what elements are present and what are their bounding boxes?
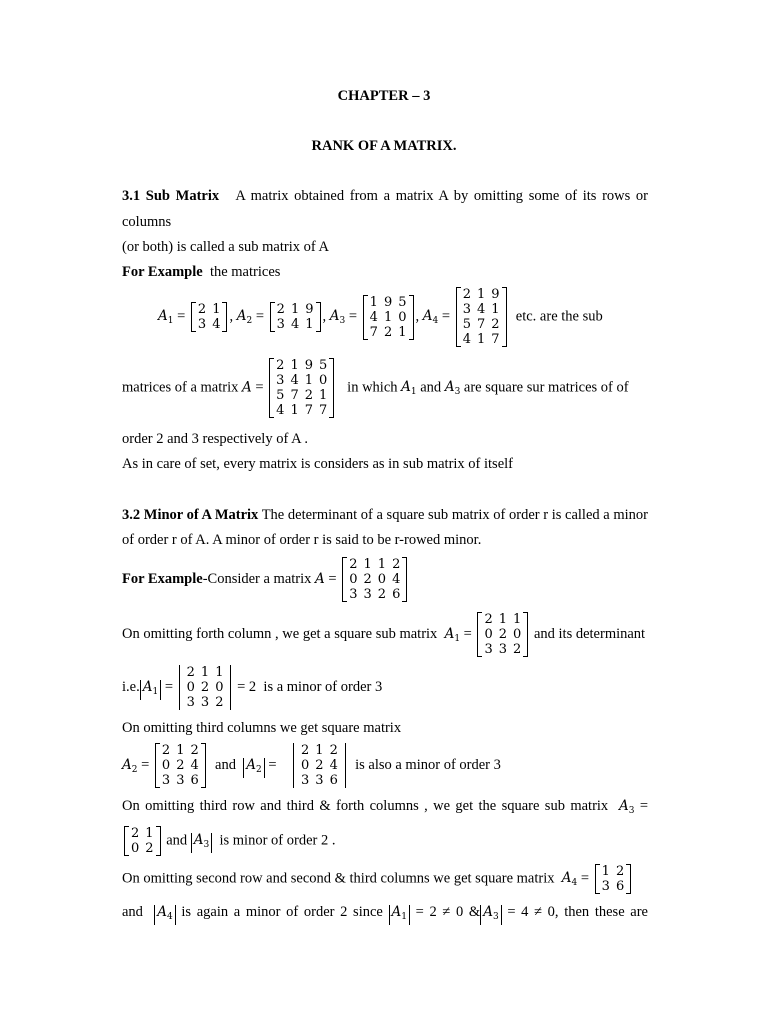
matrix-entry: 2: [176, 758, 185, 773]
matrix-entry: 1: [319, 388, 328, 403]
matrix-entry: 2: [484, 612, 493, 627]
matrix-entry: 4: [190, 758, 199, 773]
matrix-entry: 0: [513, 627, 522, 642]
matrix-entry: 2: [197, 302, 207, 317]
s31-heading: 3.1 Sub Matrix: [122, 188, 220, 204]
s32-omit-row3-line: On omitting third row and third & forth columns , we get the square sub matrix $A_3$ =: [122, 798, 648, 816]
determinant-B2: [293, 743, 346, 788]
matrix-entry: 2: [329, 743, 338, 758]
matrix-entry: 2: [186, 665, 195, 680]
matrix-entry: 5: [462, 317, 471, 332]
matrix-B2: [155, 743, 206, 788]
matrix-entry: 1: [513, 612, 522, 627]
matrix-entry: 0: [319, 373, 328, 388]
matrix-entry: 3: [349, 587, 358, 602]
matrix-entry: 2: [145, 841, 154, 856]
s32-example-line: For Example-Consider a matrix A = 2 1 1 2 0 2 0 4 3 3 2 6: [122, 557, 409, 602]
s32-omit4-line: On omitting forth column , we get a square sub matrix $A_1$ = 2 1 1 0 2 0 3 3 2 and its determinant: [122, 612, 646, 657]
matrix-entry: 1: [215, 665, 224, 680]
matrix-entry: 2: [161, 743, 171, 758]
matrix-entry: 2: [349, 557, 358, 572]
s32-det1-line: i.e. $A_1$ = 2 1 1 0 2 0 3 3 2 = 2 is a minor of order 3: [122, 665, 383, 710]
matrix-entry: 7: [476, 317, 486, 332]
matrix-entry: 0: [161, 758, 171, 773]
matrix-entry: 9: [305, 302, 314, 317]
matrix-entry: 3: [276, 317, 285, 332]
matrix-B1: [477, 612, 528, 657]
s32-omit-row2-line: On omitting second row and second & third columns we get square matrix $A_4$ = 1 2 3 6: [122, 864, 633, 894]
matrix-entry: 1: [601, 864, 610, 879]
matrix-entry: 1: [305, 317, 314, 332]
determinant-B1: [179, 665, 232, 710]
s32-line1: 3.2 Minor of A Matrix The determinant of a square sub matrix of order r is called a minor: [122, 507, 648, 523]
matrix-entry: 7: [304, 403, 314, 418]
matrix-entry: 3: [176, 773, 185, 788]
matrix-entry: 2: [304, 388, 314, 403]
matrix-entry: 2: [276, 302, 285, 317]
s32-A2-line: $A_2$ = 2 1 2 0 2 4 3 3 6 and $A_2$ = 2 1 2 0 2 4 3 3 6 is also a minor of order 3: [122, 743, 501, 788]
matrix-A4: [456, 287, 507, 347]
matrix-entry: 3: [200, 695, 210, 710]
matrix-entry: 3: [462, 302, 471, 317]
matrix-entry: 1: [145, 826, 154, 841]
matrix-entry: 6: [392, 587, 401, 602]
matrix-entry: 7: [290, 388, 299, 403]
matrix-entry: 0: [215, 680, 224, 695]
matrix-entry: 4: [290, 373, 299, 388]
matrix-entry: 6: [190, 773, 199, 788]
matrix-entry: 4: [212, 317, 221, 332]
matrix-entry: 1: [491, 302, 500, 317]
chapter-heading: CHAPTER – 3: [337, 88, 431, 104]
matrix-entry: 2: [190, 743, 199, 758]
matrix-entry: 1: [290, 403, 299, 418]
matrix-B: [342, 557, 407, 602]
matrix-entry: 3: [186, 695, 195, 710]
matrix-entry: 9: [491, 287, 500, 302]
matrix-entry: 7: [319, 403, 328, 418]
matrix-entry: 2: [383, 324, 393, 340]
matrix-entry: 3: [315, 773, 324, 788]
matrix-entry: 2: [377, 587, 387, 602]
matrix-A: [269, 358, 334, 418]
matrix-A1: [191, 302, 228, 332]
matrix-entry: 1: [398, 324, 407, 340]
matrix-A2: [270, 302, 321, 332]
matrix-entry: 2: [363, 572, 372, 587]
s32-heading: 3.2 Minor of A Matrix: [122, 507, 259, 523]
matrix-entry: 1: [476, 287, 486, 302]
chapter-title: RANK OF A MATRIX.: [311, 138, 457, 154]
matrix-entry: 9: [304, 358, 314, 373]
matrix-entry: 3: [601, 879, 610, 894]
matrix-entry: 6: [615, 879, 625, 894]
matrix-entry: 9: [383, 294, 393, 310]
matrix-B3: [124, 826, 161, 856]
s31-line3: (or both) is called a sub matrix of A: [122, 239, 329, 255]
s32-A3-line: 2 1 0 2 and $A_3$ is minor of order 2 .: [122, 826, 335, 856]
s31-care-line: As in care of set, every matrix is considers as in sub matrix of itself: [122, 456, 513, 472]
matrix-entry: 3: [161, 773, 171, 788]
matrix-entry: 5: [398, 294, 407, 310]
matrix-entry: 0: [186, 680, 195, 695]
matrix-entry: 0: [398, 309, 407, 325]
s32-omit3-line: On omitting third columns we get square matrix: [122, 720, 402, 736]
matrix-entry: 2: [462, 287, 471, 302]
matrix-entry: 0: [484, 627, 493, 642]
matrix-entry: 3: [484, 642, 493, 657]
matrix-entry: 1: [304, 373, 314, 388]
matrix-entry: 2: [491, 317, 500, 332]
matrix-entry: 5: [319, 358, 328, 373]
matrix-entry: 1: [363, 557, 372, 572]
s31-order-line: order 2 and 3 respectively of A .: [122, 431, 309, 447]
matrix-entry: 5: [276, 388, 285, 403]
matrix-entry: 3: [197, 317, 207, 332]
s31-submatrices-equation: $A_1$ = 2 1 3 4 , $A_2$ = 2 1 9 3 4 1 , $A_3$ = 1 9 5 4 1 0 7 2 1 , $A_4$ = 2 1 9 3 4 1 5 7 2 4 1 7 etc. are the sub: [158, 287, 603, 347]
matrix-entry: 0: [131, 841, 140, 856]
matrix-entry: 4: [276, 403, 285, 418]
matrix-entry: 1: [200, 665, 210, 680]
matrix-entry: 4: [392, 572, 401, 587]
matrix-entry: 2: [392, 557, 401, 572]
matrix-entry: 7: [491, 332, 500, 347]
matrix-entry: 2: [276, 358, 285, 373]
s32-line2: of order r of A. A minor of order r is said to be r-rowed minor.: [122, 532, 482, 548]
s31-matrix-A-line: matrices of a matrix A = 2 1 9 5 3 4 1 0 5 7 2 1 4 1 7 7 in which $A_1$ and $A_3$ are square sur matrices of of: [122, 358, 629, 418]
s31-line1: 3.1 Sub Matrix A matrix obtained from a matrix A by omitting some of its rows or: [122, 188, 649, 204]
matrix-entry: 3: [276, 373, 285, 388]
matrix-entry: 3: [498, 642, 508, 657]
matrix-A3: [363, 295, 414, 340]
matrix-entry: 4: [290, 317, 300, 332]
matrix-entry: 2: [498, 627, 508, 642]
matrix-entry: 7: [369, 324, 378, 340]
matrix-entry: 2: [215, 695, 224, 710]
s32-last-line: and $A_4$ is again a minor of order 2 since $A_1 = 2 \ne 0$ & $A_3 = 4 \ne 0$, then these are: [122, 904, 648, 925]
matrix-entry: 2: [200, 680, 210, 695]
matrix-entry: 1: [377, 557, 387, 572]
matrix-entry: 0: [377, 572, 387, 587]
s31-line2: columns: [122, 214, 172, 230]
matrix-entry: 0: [349, 572, 358, 587]
matrix-entry: 2: [131, 826, 140, 841]
matrix-entry: 3: [301, 773, 310, 788]
matrix-entry: 2: [301, 743, 310, 758]
matrix-entry: 2: [513, 642, 522, 657]
matrix-entry: 1: [369, 294, 378, 310]
matrix-entry: 1: [212, 302, 221, 317]
matrix-entry: 1: [315, 743, 324, 758]
matrix-entry: 4: [329, 758, 338, 773]
matrix-entry: 2: [615, 864, 625, 879]
matrix-entry: 4: [476, 302, 486, 317]
matrix-entry: 1: [176, 743, 185, 758]
matrix-entry: 6: [329, 773, 338, 788]
matrix-entry: 1: [383, 309, 393, 325]
matrix-entry: 1: [498, 612, 508, 627]
matrix-entry: 1: [290, 358, 299, 373]
matrix-entry: 0: [301, 758, 310, 773]
s31-example-line: For Example the matrices: [122, 264, 281, 280]
matrix-entry: 4: [462, 332, 471, 347]
matrix-entry: 1: [290, 302, 300, 317]
matrix-entry: 1: [476, 332, 486, 347]
matrix-entry: 2: [315, 758, 324, 773]
matrix-B4: [595, 864, 632, 894]
matrix-entry: 3: [363, 587, 372, 602]
matrix-entry: 4: [369, 309, 378, 325]
